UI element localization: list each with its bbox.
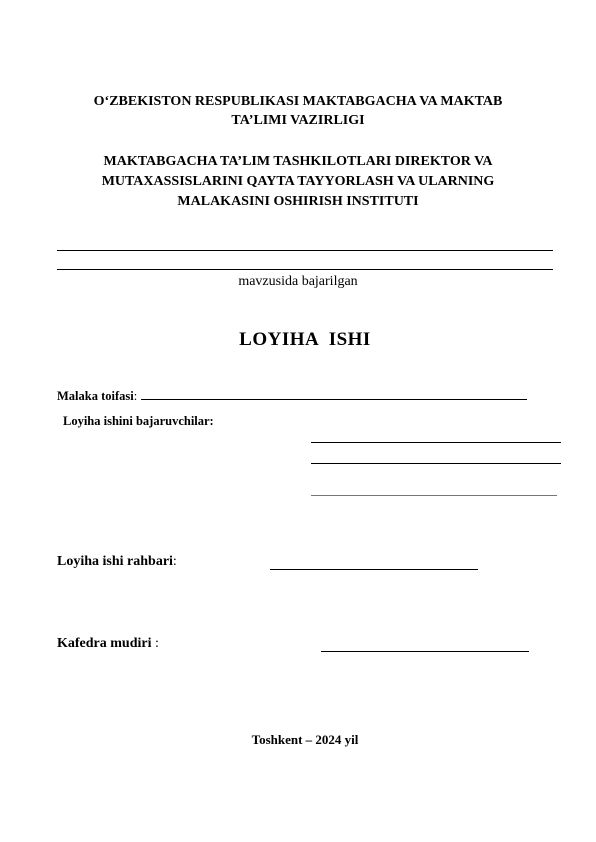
executor-blank-line-2 [311, 463, 561, 464]
institute-line-1: MAKTABGACHA TA’LIM TASHKILOTLARI DIREKTOR VA [103, 154, 493, 169]
supervisor-colon: : [172, 554, 177, 569]
supervisor-label: Loyiha ishi rahbari [57, 554, 173, 569]
supervisor-row [57, 554, 177, 570]
document-title: LOYIHA ISHI [239, 329, 371, 350]
institute-line-2: MUTAXASSISLARINI QAYTA TAYYORLASH VA ULARNING [101, 174, 495, 189]
institute-line-3: MALAKASINI OSHIRISH INSTITUTI [177, 194, 419, 209]
topic-blank-line-1 [57, 250, 553, 251]
ministry-line-1: O‘ZBEKISTON RESPUBLIKASI MAKTABGACHA VA MAKTAB [93, 94, 503, 109]
head-of-department-label: Kafedra mudiri [57, 636, 152, 651]
qualification-label: Malaka toifasi [57, 389, 134, 403]
place-and-year: Toshkent – 2024 yil [251, 732, 359, 747]
qualification-colon: : [133, 389, 138, 403]
head-signature-line [321, 651, 529, 652]
ministry-heading [40, 92, 556, 130]
executor-blank-line-3 [311, 495, 557, 496]
ministry-line-2: TA’LIMI VAZIRLIGI [231, 113, 365, 128]
qualification-row [57, 388, 527, 404]
head-of-department-colon: : [151, 636, 159, 651]
qualification-blank-line [141, 388, 527, 400]
topic-blank-line-2 [57, 269, 553, 270]
supervisor-signature-line [270, 569, 478, 570]
institute-heading [40, 152, 556, 212]
head-of-department-row [57, 636, 159, 652]
executor-blank-line-1 [311, 442, 561, 443]
executors-label: Loyiha ishini bajaruvchilar: [63, 414, 214, 428]
topic-note: mavzusida bajarilgan [238, 274, 358, 289]
